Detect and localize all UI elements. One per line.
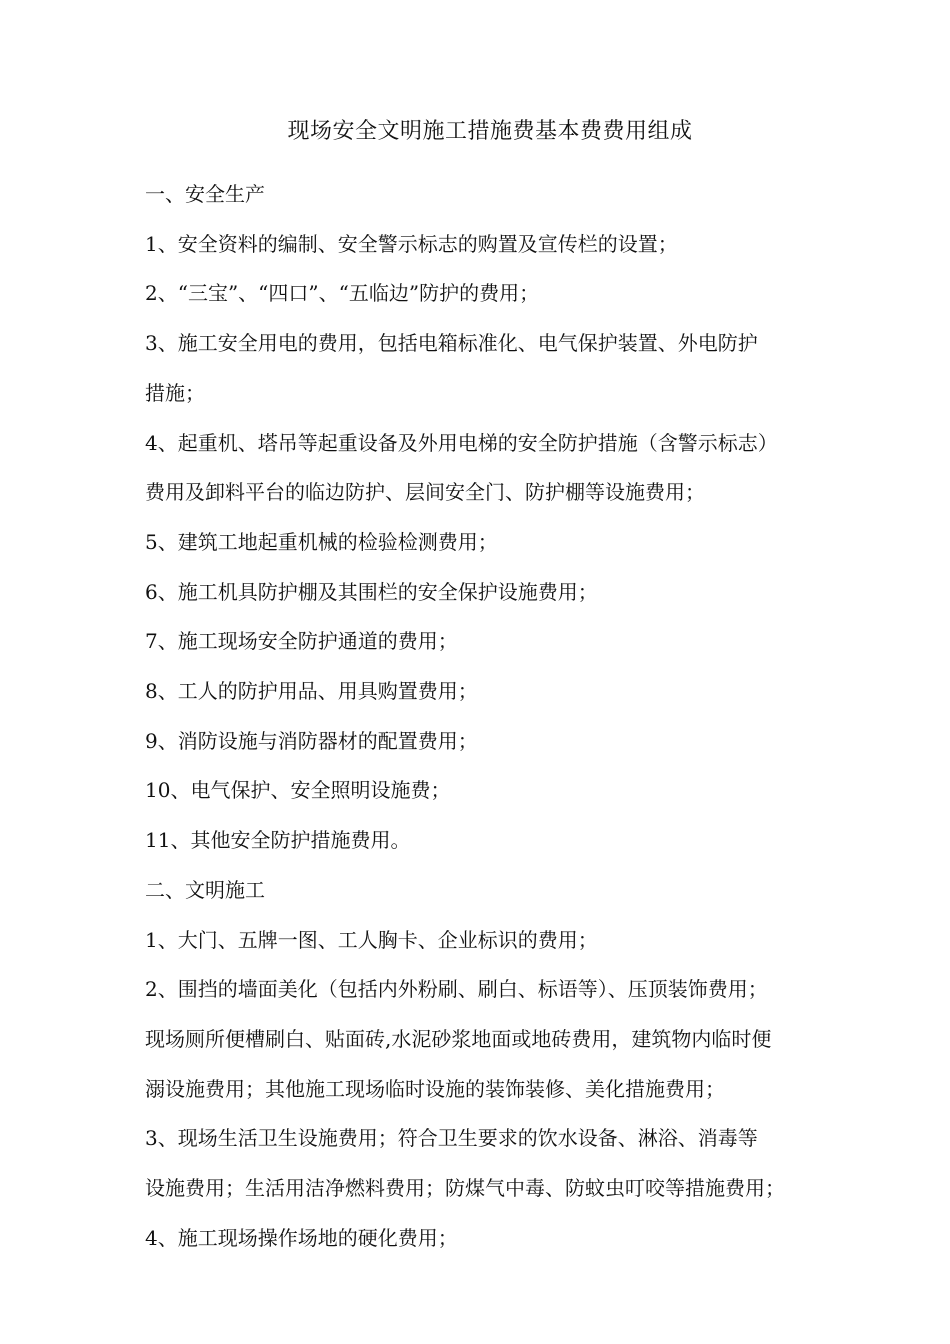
paragraph-line: 5、建筑工地起重机械的检验检测费用； [145,529,498,554]
paragraph-line: 9、消防设施与消防器材的配置费用； [145,728,478,753]
paragraph-line: 3、施工安全用电的费用，包括电箱标准化、电气保护装置、外电防护 [145,331,758,356]
paragraph-line: 2、“三宝”、“四口”、“五临边”防护的费用； [145,281,540,306]
paragraph-line: 4、施工现场操作场地的硬化费用； [145,1225,458,1250]
section-heading-civilized-construction: 二、文明施工 [145,877,265,902]
paragraph-line: 8、工人的防护用品、用具购置费用； [145,679,478,704]
paragraph-line: 现场厕所便槽刷白、贴面砖,水泥砂浆地面或地砖费用，建筑物内临时便 [145,1026,772,1051]
paragraph-line: 10、电气保护、安全照明设施费； [145,778,451,803]
paragraph-line: 设施费用；生活用洁净燃料费用；防煤气中毒、防蚊虫叮咬等措施费用； [145,1176,785,1201]
paragraph-line: 3、现场生活卫生设施费用；符合卫生要求的饮水设备、淋浴、消毒等 [145,1126,758,1151]
paragraph-line: 2、围挡的墙面美化（包括内外粉刷、刷白、标语等）、压顶装饰费用； [145,977,768,1002]
document-title: 现场安全文明施工措施费基本费费用组成 [287,119,693,144]
paragraph-line: 费用及卸料平台的临边防护、层间安全门、防护棚等设施费用； [145,480,705,505]
paragraph-line: 1、大门、五牌一图、工人胸卡、企业标识的费用； [145,927,598,952]
paragraph-line: 溺设施费用；其他施工现场临时设施的装饰装修、美化措施费用； [145,1076,725,1101]
section-heading-safety: 一、安全生产 [145,182,265,206]
paragraph-line: 4、起重机、塔吊等起重设备及外用电梯的安全防护措施（含警示标志） [145,430,778,455]
paragraph-line: 1、安全资料的编制、安全警示标志的购置及宣传栏的设置； [145,231,678,256]
paragraph-line: 7、施工现场安全防护通道的费用； [145,629,458,654]
paragraph-line: 11、其他安全防护措施费用。 [145,828,411,853]
document-body [145,170,845,1263]
paragraph-line: 6、施工机具防护棚及其围栏的安全保护设施费用； [145,579,598,604]
paragraph-line: 措施； [145,380,205,405]
